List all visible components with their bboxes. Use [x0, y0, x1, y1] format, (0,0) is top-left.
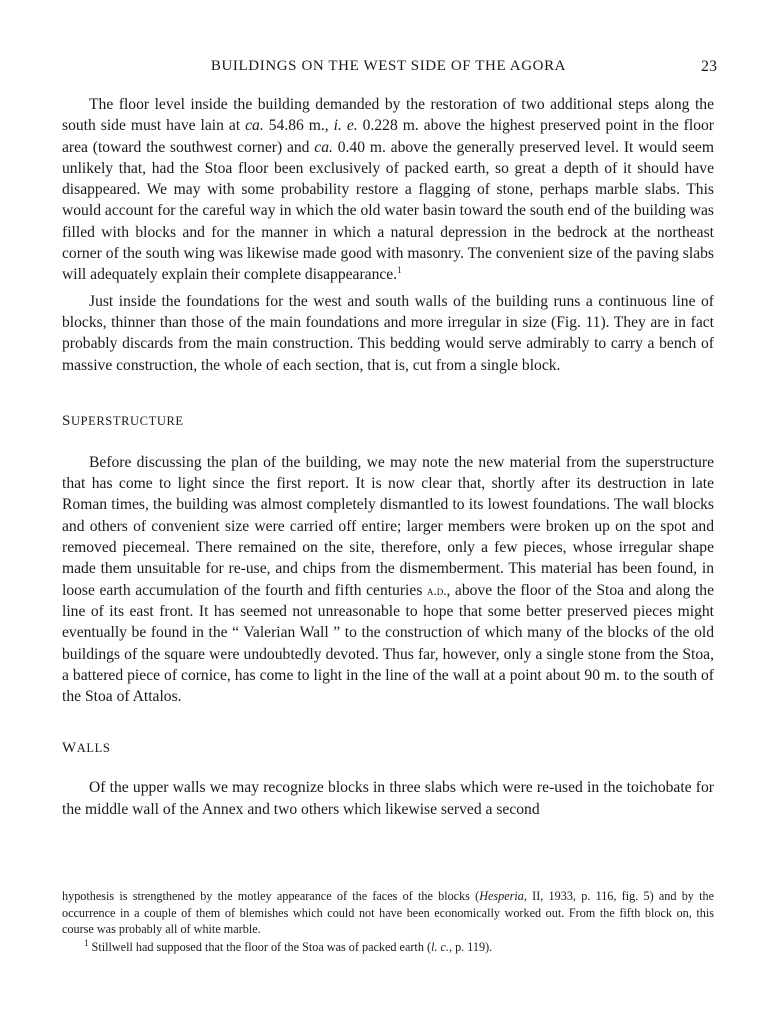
paragraph-floor-level	[62, 94, 714, 286]
p1-text-b: 54.86 m.,	[263, 117, 334, 135]
section-heading-walls	[62, 739, 714, 757]
fn-cont-journal: Hesperia,	[479, 889, 527, 903]
page-header	[60, 58, 717, 78]
p1-text-c: 0.228 m. above the highest preserved point in the floor area (toward the southwest corner) and	[62, 117, 714, 156]
paragraph-bench-bedding: Just inside the foundations for the west and south walls of the building runs a continuous line of blocks, thinner than those of the main foundations and more irregular in size (Fig. 11). They are in fact probably discards from the main construction. This bedding would serve admirably to carry a bench of massive construction, the whole of each section, that is, cut from a single block.	[62, 292, 714, 374]
p1-ca-1: ca.	[245, 117, 264, 135]
fn1-text-a: Stillwell had supposed that the floor of the Stoa was of packed earth (	[88, 939, 432, 954]
footnotes	[62, 888, 714, 955]
p1-ie: i. e.	[333, 117, 358, 135]
section-walls	[62, 739, 714, 757]
heading-initial: S	[62, 412, 71, 429]
paragraph-superstructure	[62, 452, 714, 708]
fn1-text-b: p. 119).	[452, 939, 493, 954]
fn-cont-text-a: hypothesis is strengthened by the motley appearance of the faces of the blocks (	[62, 889, 480, 903]
fn1-lc: l. c.,	[431, 939, 453, 954]
footnote-marker-1: 1	[84, 937, 89, 948]
p1-ca-2: ca.	[314, 138, 333, 156]
p3-text-b: , above the floor of the Stoa and along the line of its east front. It has seemed not unreasonable to hope that some better preserved pieces might eventually be found in the “ Valerian Wall ” to the construction of which many of the blocks of the old buildings of the square were undoubtedly devoted. Thus far, however, only a single stone from the Stoa, a battered piece of cornice, has come to light in the line of the wall at a point about 90 m. to the south of the Stoa of Attalos.	[62, 581, 714, 706]
footnote-1	[62, 939, 714, 956]
fn-cont-text-b: II, 1933, p. 116, fig. 5) and by the occurrence in a couple of them of blemishes which could not have been economically worked out. From the fifth block on, this course was probably all of white marble.	[62, 889, 714, 936]
p1-text-d: 0.40 m. above the generally preserved level. It would seem unlikely that, had the Stoa floor been exclusively of packed earth, so great a depth of it should have disappeared. We may with some probability restore a flagging of stone, perhaps marble slabs. This would account for the careful way in which the old water basin toward the south end of the building was filled with blocks and for the manner in which a natural depression in the bedrock at the northeast corner of the south wing was likewise made good with masonry. The convenient size of the paving slabs will adequately explain their complete disappearance.	[62, 138, 714, 284]
footnote-ref-1: 1	[397, 265, 402, 276]
page-number: 23	[701, 58, 717, 75]
p3-text-a: Before discussing the plan of the building, we may note the new material from the superstructure that has come to light since the first report. It is now clear that, shortly after its destruction in late Roman times, the building was almost completely dismantled to its lowest foundations. The wall blocks and others of convenient size were carried off entire; larger members were broken up on the spot and removed piecemeal. There remained on the site, therefore, only a few pieces, whose irregular shape made them unsuitable for re-use, and chips from the dismemberment. This material has been found, in loose earth accumulation of the fourth and fifth centuries	[62, 453, 714, 599]
paragraph-walls: Of the upper walls we may recognize blocks in three slabs which were re-used in the toichobate for the middle wall of the Annex and two others which likewise served a second	[62, 779, 714, 818]
running-title: BUILDINGS ON THE WEST SIDE OF THE AGORA	[210, 58, 567, 74]
body-text	[62, 94, 714, 820]
footnote-continuation	[62, 888, 714, 938]
heading-rest: UPERSTRUCTURE	[70, 413, 184, 428]
p1-text-a: The floor level inside the building demanded by the restoration of two additional steps along the south side must have lain at	[62, 96, 714, 135]
section-superstructure	[62, 412, 714, 430]
p3-ad: a.d.	[426, 582, 447, 598]
heading-initial: W	[62, 740, 77, 757]
heading-rest: ALLS	[76, 741, 111, 756]
section-heading-superstructure	[62, 412, 714, 430]
